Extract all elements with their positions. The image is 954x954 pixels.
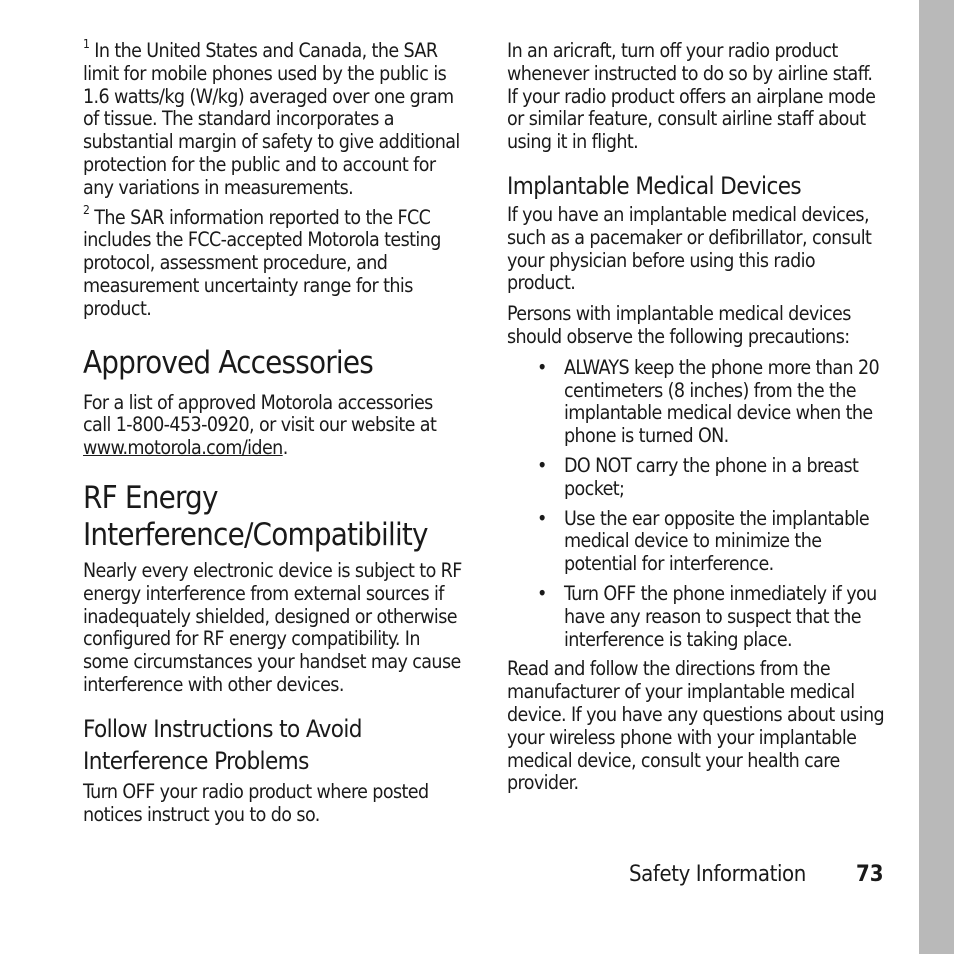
page-number: 73 <box>856 862 884 887</box>
footnote-text: The SAR information reported to the FCC includes the FCC-accepted Motorola testing protocol, assessment procedure, and measurement uncertainty range for this product. <box>83 205 441 320</box>
follow-instructions-body: Turn OFF your radio product where posted notices instruct you to do so. <box>83 779 429 826</box>
follow-instructions-heading-line1: Follow Instructions to Avoid <box>83 714 362 743</box>
precautions-list <box>507 357 887 652</box>
rf-energy-heading-line1: RF Energy <box>83 479 218 516</box>
rf-energy-body: Nearly every electronic device is subject to RF energy interference from external sources if inadequately shielded, designed or otherwise configured for RF energy compatibility. In some circumstances your handset may cause interference with other devices. <box>83 558 462 696</box>
list-item-text: DO NOT carry the phone in a breast pocket; <box>564 453 859 500</box>
implantable-heading: Implantable Medical Devices <box>507 171 802 200</box>
implantable-para1: If you have an implantable medical devices, such as a pacemaker or defibrillator, consult your physician before using this radio product. <box>507 202 872 295</box>
aircraft-body: In an aricraft, turn off your radio product whenever instructed to do so by airline staff. If your radio product offers an airplane mode or similar feature, consult airline staff about using it in flight. <box>507 39 876 154</box>
bullet-icon: • <box>537 506 547 530</box>
footnote-2 <box>83 203 463 321</box>
left-column <box>83 36 463 826</box>
bullet-icon: • <box>537 581 547 605</box>
list-item <box>507 455 887 501</box>
bullet-icon: • <box>537 453 547 477</box>
footnote-marker: 2 <box>83 203 90 218</box>
approved-accessories-period: . <box>282 436 288 460</box>
motorola-website-link[interactable]: www.motorola.com/iden <box>83 436 283 460</box>
implantable-para3: Read and follow the directions from the manufacturer of your implantable medical device. If you have any questions about using your wireless phone with your implantable medical device, consult your health care provider. <box>507 657 885 795</box>
approved-accessories-body <box>83 392 463 460</box>
rf-energy-heading <box>83 480 463 554</box>
list-item-text: Use the ear opposite the implantable medical device to minimize the potential for interference. <box>564 506 870 576</box>
list-item-text: ALWAYS keep the phone more than 20 centimeters (8 inches) from the the implantable medical device when the phone is turned ON. <box>564 355 880 448</box>
footnote-1 <box>83 36 463 200</box>
rf-energy-heading-line2: Interference/Compatibility <box>83 516 428 553</box>
implantable-para2: Persons with implantable medical devices should observe the following precautions: <box>507 302 851 348</box>
approved-accessories-heading: Approved Accessories <box>83 344 373 381</box>
list-item <box>507 357 887 448</box>
list-item-text: Turn OFF the phone inmediately if you have any reason to suspect that the interference is taking place. <box>564 581 877 651</box>
right-column <box>507 40 887 795</box>
footnote-marker: 1 <box>83 36 90 51</box>
follow-instructions-heading-line2: Interference Problems <box>83 746 309 775</box>
bullet-icon: • <box>537 355 547 379</box>
list-item <box>507 583 887 651</box>
list-item <box>507 508 887 576</box>
side-tab <box>919 0 954 954</box>
follow-instructions-heading <box>83 713 463 777</box>
approved-accessories-text: For a list of approved Motorola accessories call 1-800-453-0920, or visit our website at <box>83 390 437 437</box>
footnote-text: In the United States and Canada, the SAR limit for mobile phones used by the public is 1.6 watts/kg (W/kg) averaged over one gram of tissue. The standard incorporates a substantial margin of safety to give additional protection for the public and to account for any variations in measurements. <box>83 39 460 199</box>
footer-section-label: Safety Information <box>629 862 806 887</box>
